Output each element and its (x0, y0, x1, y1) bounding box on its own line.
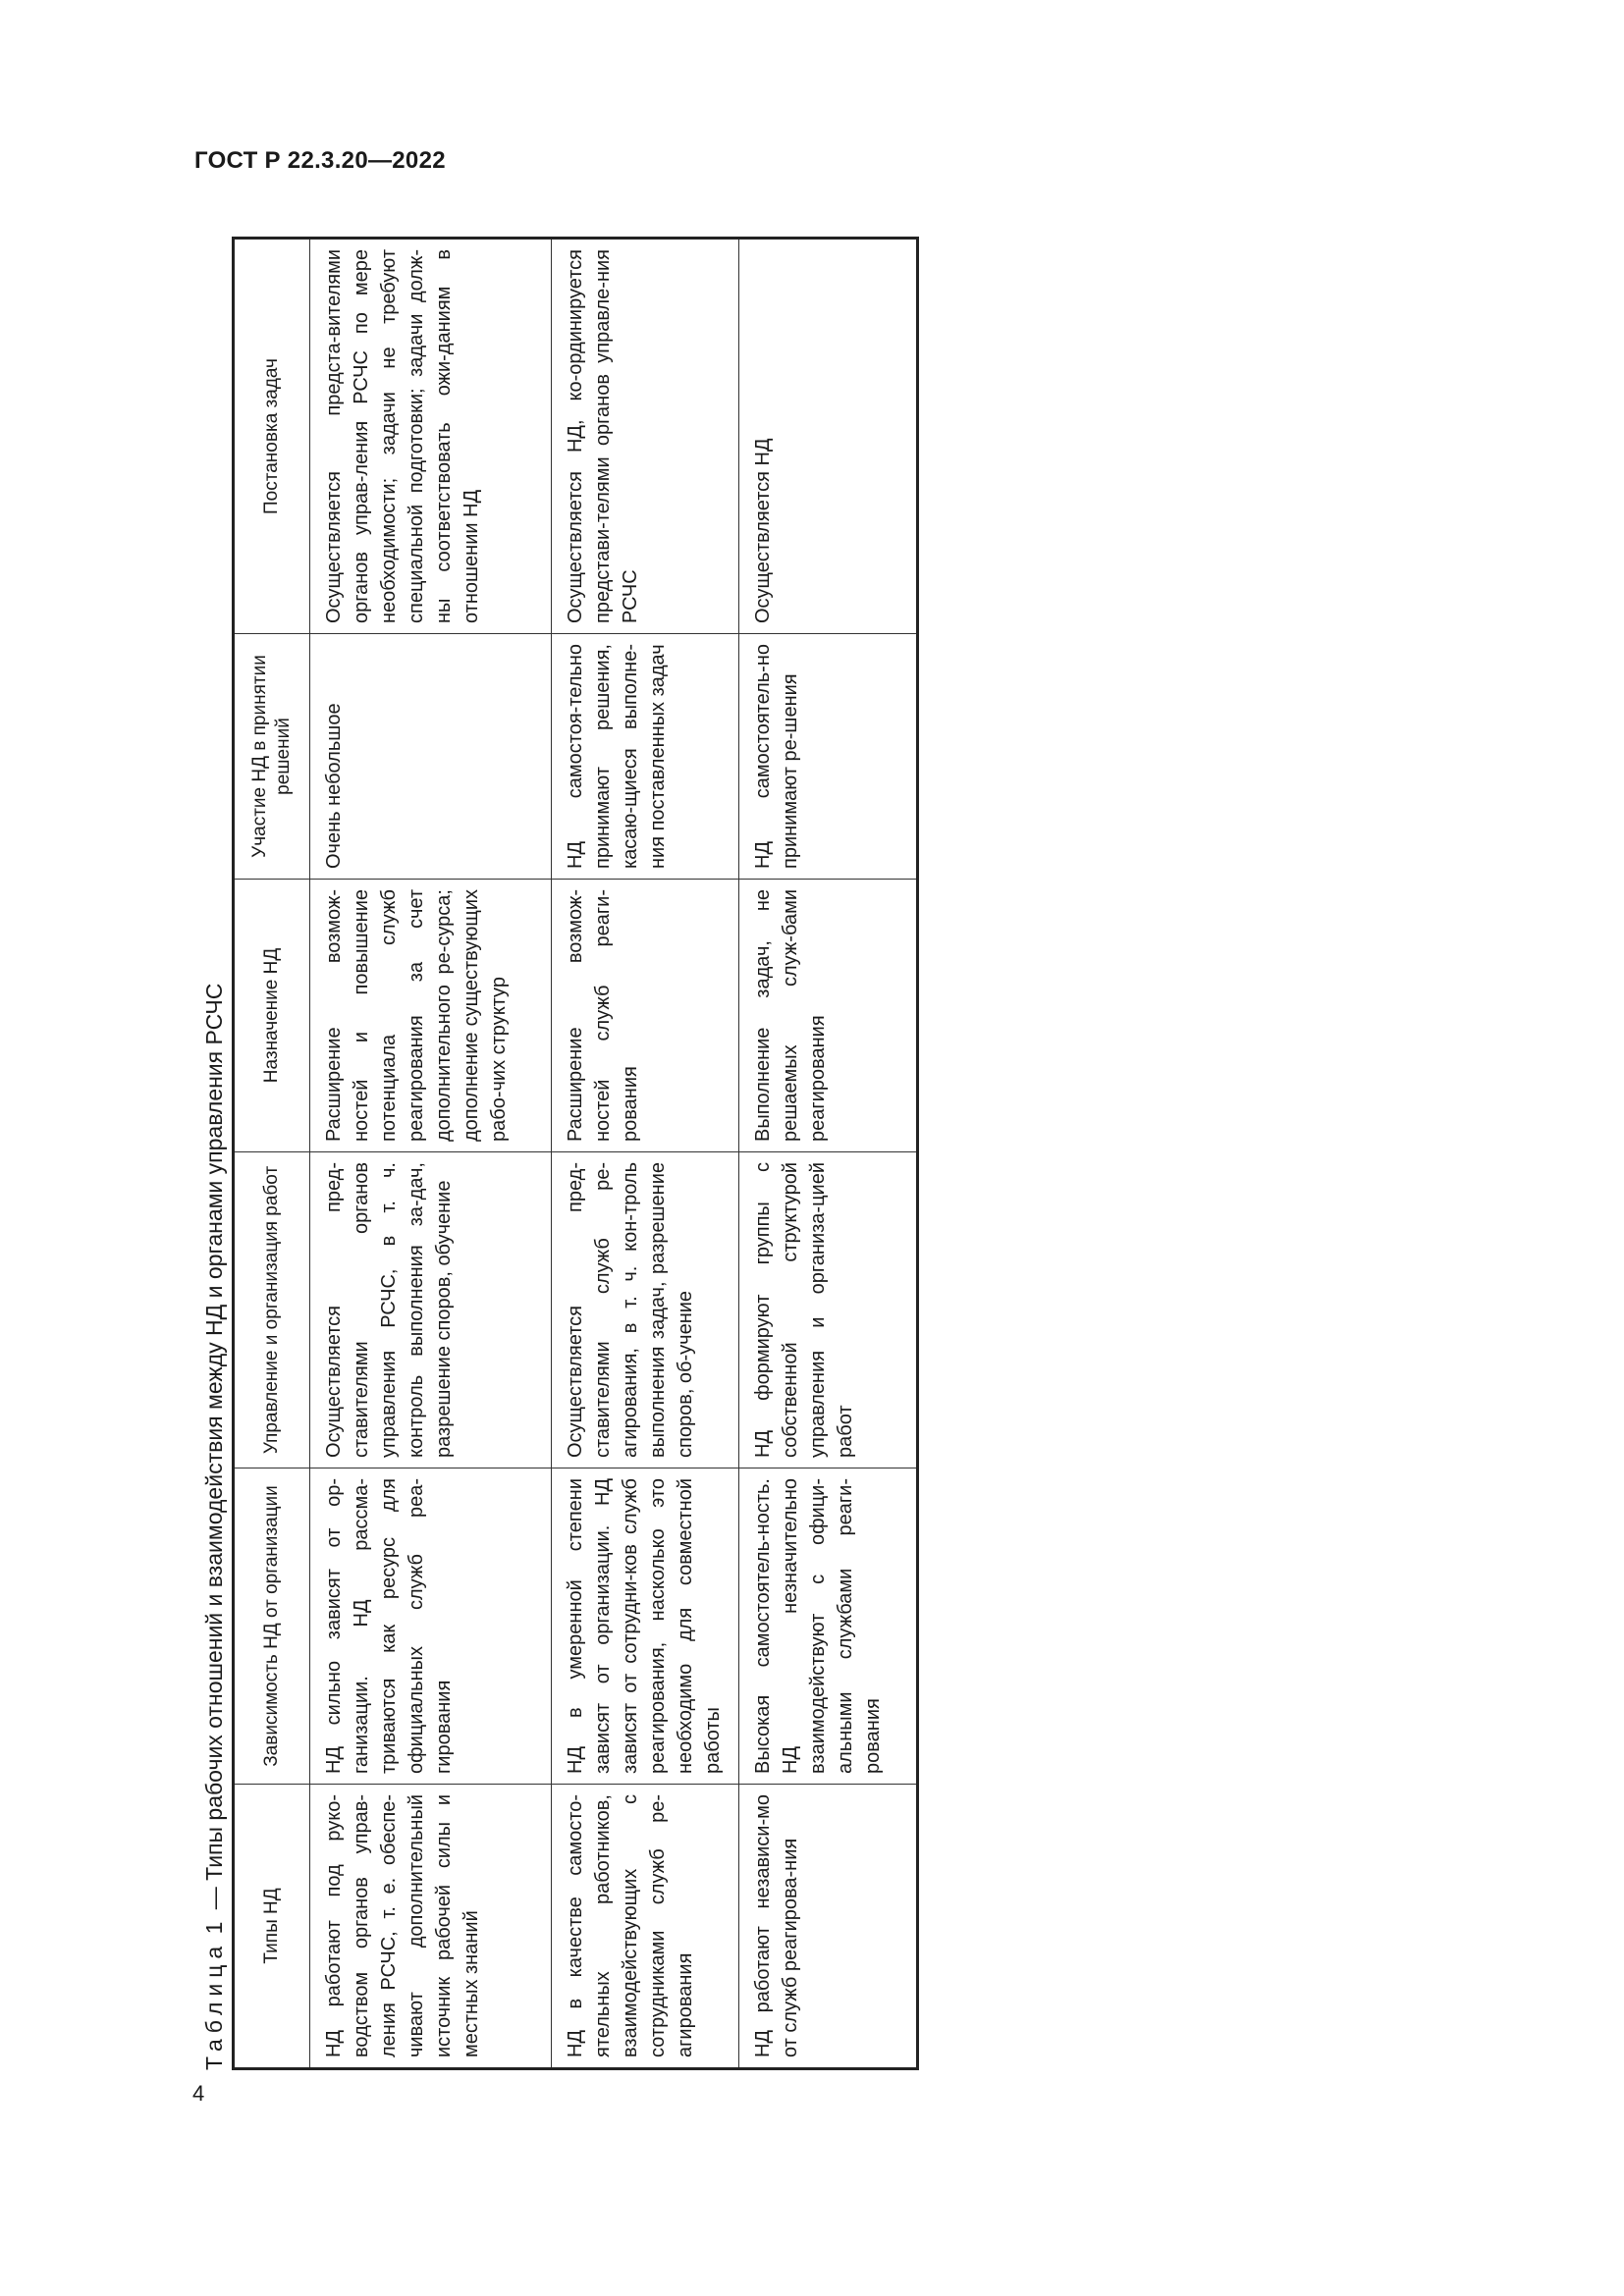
relations-table (232, 237, 919, 2070)
caption-label: Таблица (201, 1940, 227, 2070)
table-cell: Осуществляется предста-вителями органов управ-ления РСЧС по мере необходимости; задачи не требуют специальной подготовки; задачи долж-ны соответствовать ожи-даниям в отношении НД (310, 239, 552, 634)
caption-text: — Типы рабочих отношений и взаимодействия между НД и органами управления РСЧС (201, 983, 227, 1910)
rotated-table-region (195, 230, 922, 2085)
header-decision-participation: Участие НД в принятии решений (234, 634, 310, 880)
header-purpose: Назначение НД (234, 880, 310, 1152)
table-cell: НД работают под руко-водством органов управ-ления РСЧС, т. е. обеспе-чивают дополнительный источник рабочей силы и местных знаний (310, 1785, 552, 2069)
caption-number: 1 (201, 1915, 227, 1935)
table-cell: Осуществляется пред-ставителями служб ре-агирования, в т. ч. кон-троль выполнения задач, разрешение споров, об-учение (552, 1152, 739, 1468)
table-cell: НД сильно зависят от ор-ганизации. НД рассма-триваются как ресурс для официальных служб реа-гирования (310, 1468, 552, 1785)
table-cell: НД работают независи-мо от служб реагирова-ния (739, 1785, 918, 2069)
table-cell: Осуществляется пред-ставителями органов управления РСЧС, в т. ч. контроль выполнения за-дач, разрешение споров, обучение (310, 1152, 552, 1468)
table-cell: НД самостоя-тельно принимают решения, касаю-щиеся выполне-ния поставленных задач (552, 634, 739, 880)
table-cell: НД в качестве самосто-ятельных работников, взаимодействующих с сотрудниками служб ре-агирования (552, 1785, 739, 2069)
table-cell: Очень небольшое (310, 634, 552, 880)
table-cell: Высокая самостоятель-ность. НД незначительно взаимодействуют с офици-альными службами реаги-рования (739, 1468, 918, 1785)
table-cell: НД формируют группы с собственной структурой управления и организа-цией работ (739, 1152, 918, 1468)
table-cell: Выполнение задач, не решаемых служ-бами реагирования (739, 880, 918, 1152)
table-row (552, 239, 739, 2069)
table-cell: Расширение возмож-ностей и повышение потенциала служб реагирования за счет дополнительного ре-сурса; дополнение существующих рабо-чих структур (310, 880, 552, 1152)
table-cell: НД самостоятель-но принимают ре-шения (739, 634, 918, 880)
table-cell: Осуществляется НД (739, 239, 918, 634)
table-row (739, 239, 918, 2069)
header-task-setting: Постановка задач (234, 239, 310, 634)
page-number: 4 (192, 2081, 205, 2106)
header-types: Типы НД (234, 1785, 310, 2069)
table-cell: Расширение возмож-ностей служб реаги-рования (552, 880, 739, 1152)
header-management: Управление и организация работ (234, 1152, 310, 1468)
table-row (310, 239, 552, 2069)
table-header-row (234, 239, 310, 2069)
table-cell: НД в умеренной степени зависят от организации. НД зависят от сотрудни-ков служб реагирования, насколько это необходимо для совместной работы (552, 1468, 739, 1785)
document-code: ГОСТ Р 22.3.20—2022 (194, 147, 446, 174)
table-cell: Осуществляется НД, ко-ординируется представи-телями органов управле-ния РСЧС (552, 239, 739, 634)
table-caption (201, 984, 228, 2070)
header-dependence: Зависимость НД от организации (234, 1468, 310, 1785)
